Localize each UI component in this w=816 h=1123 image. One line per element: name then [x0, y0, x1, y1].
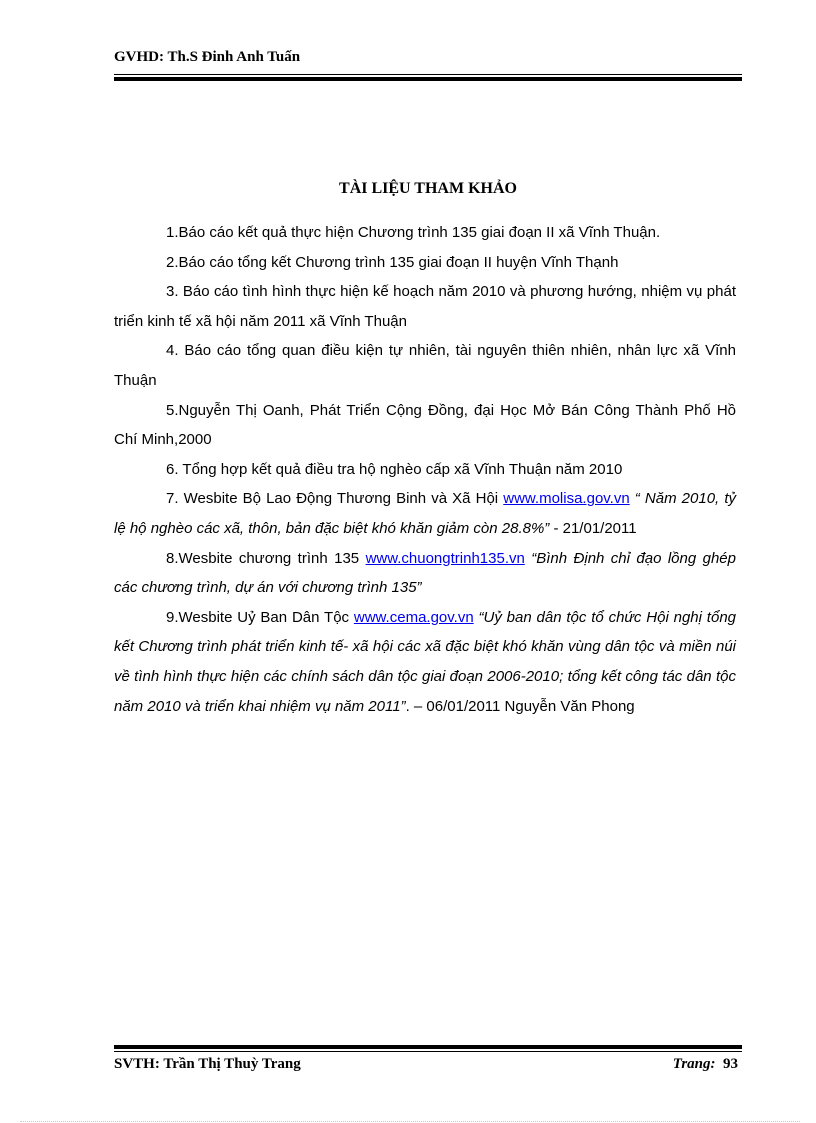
- reference-7: [114, 484, 736, 543]
- footer-rule-thick: [114, 1045, 742, 1049]
- reference-list: [114, 218, 736, 721]
- reference-9: [114, 603, 736, 721]
- header-rule-thick: [114, 77, 742, 81]
- page-edge: [20, 1121, 800, 1122]
- page-label: Trang:: [672, 1056, 716, 1072]
- footer-rule-thin: [114, 1051, 742, 1052]
- reference-4: 4. Báo cáo tổng quan điều kiện tự nhiên, tài nguyên thiên nhiên, nhân lực xã Vĩnh Thuận: [114, 342, 736, 389]
- reference-1: 1.Báo cáo kết quả thực hiện Chương trình 135 giai đoạn II xã Vĩnh Thuận.: [166, 224, 661, 241]
- page-title: TÀI LIỆU THAM KHẢO: [339, 180, 517, 197]
- molisa-link[interactable]: www.molisa.gov.vn: [503, 490, 630, 508]
- reference-8-prefix: 8.Wesbite chương trình 135: [166, 549, 360, 567]
- reference-9-prefix: 9.Wesbite Uỷ Ban Dân Tộc: [166, 608, 350, 626]
- reference-9-title: “Uỷ ban dân tộc tổ chức Hội nghị tổng kết Chương trình phát triển kinh tế- xã hội các xã đặc biệt khó khăn vùng dân tộc và miền núi về tình hình thực hiện các chính sách dân tộc giai đoạn 2006-2010; tổng kết công tác dân tộc năm 2010 và triển khai nhiệm vụ năm 2011”: [114, 608, 736, 715]
- reference-7-prefix: 7. Wesbite Bộ Lao Động Thương Binh và Xã Hội: [166, 490, 499, 508]
- page-number: 93: [723, 1056, 738, 1072]
- reference-9-date: . – 06/01/2011 Nguyễn Văn Phong: [405, 697, 635, 715]
- reference-5: 5.Nguyễn Thị Oanh, Phát Triển Cộng Đồng, đại Học Mở Bán Công Thành Phố Hồ Chí Minh,2000: [114, 401, 736, 449]
- page-number-block: [673, 1056, 738, 1073]
- chuongtrinh135-link[interactable]: www.chuongtrinh135.vn: [365, 549, 525, 567]
- reference-7-date: - 21/01/2011: [549, 519, 637, 537]
- reference-8-title: “Bình Định chỉ đạo lồng ghép các chương trình, dự án với chương trình 135”: [114, 549, 736, 597]
- cema-link[interactable]: www.cema.gov.vn: [353, 608, 474, 626]
- page-header: [114, 49, 742, 66]
- footer-author: SVTH: Trần Thị Thuỳ Trang: [114, 1056, 301, 1072]
- header-text: GVHD: Th.S Đinh Anh Tuấn: [114, 49, 301, 65]
- reference-7-title: “ Năm 2010, tỷ lệ hộ nghèo các xã, thôn, bản đặc biệt khó khăn giảm còn 28.8%”: [114, 490, 736, 537]
- reference-6: 6. Tổng hợp kết quả điều tra hộ nghèo cấp xã Vĩnh Thuận năm 2010: [166, 460, 623, 478]
- reference-3: 3. Báo cáo tình hình thực hiện kế hoạch năm 2010 và phương hướng, nhiệm vụ phát triển kinh tế xã hội năm 2011 xã Vĩnh Thuận: [114, 283, 736, 330]
- reference-2: 2.Báo cáo tổng kết Chương trình 135 giai đoạn II huyện Vĩnh Thạnh: [166, 253, 619, 271]
- header-rule-thin: [114, 74, 742, 75]
- reference-8: [114, 544, 736, 603]
